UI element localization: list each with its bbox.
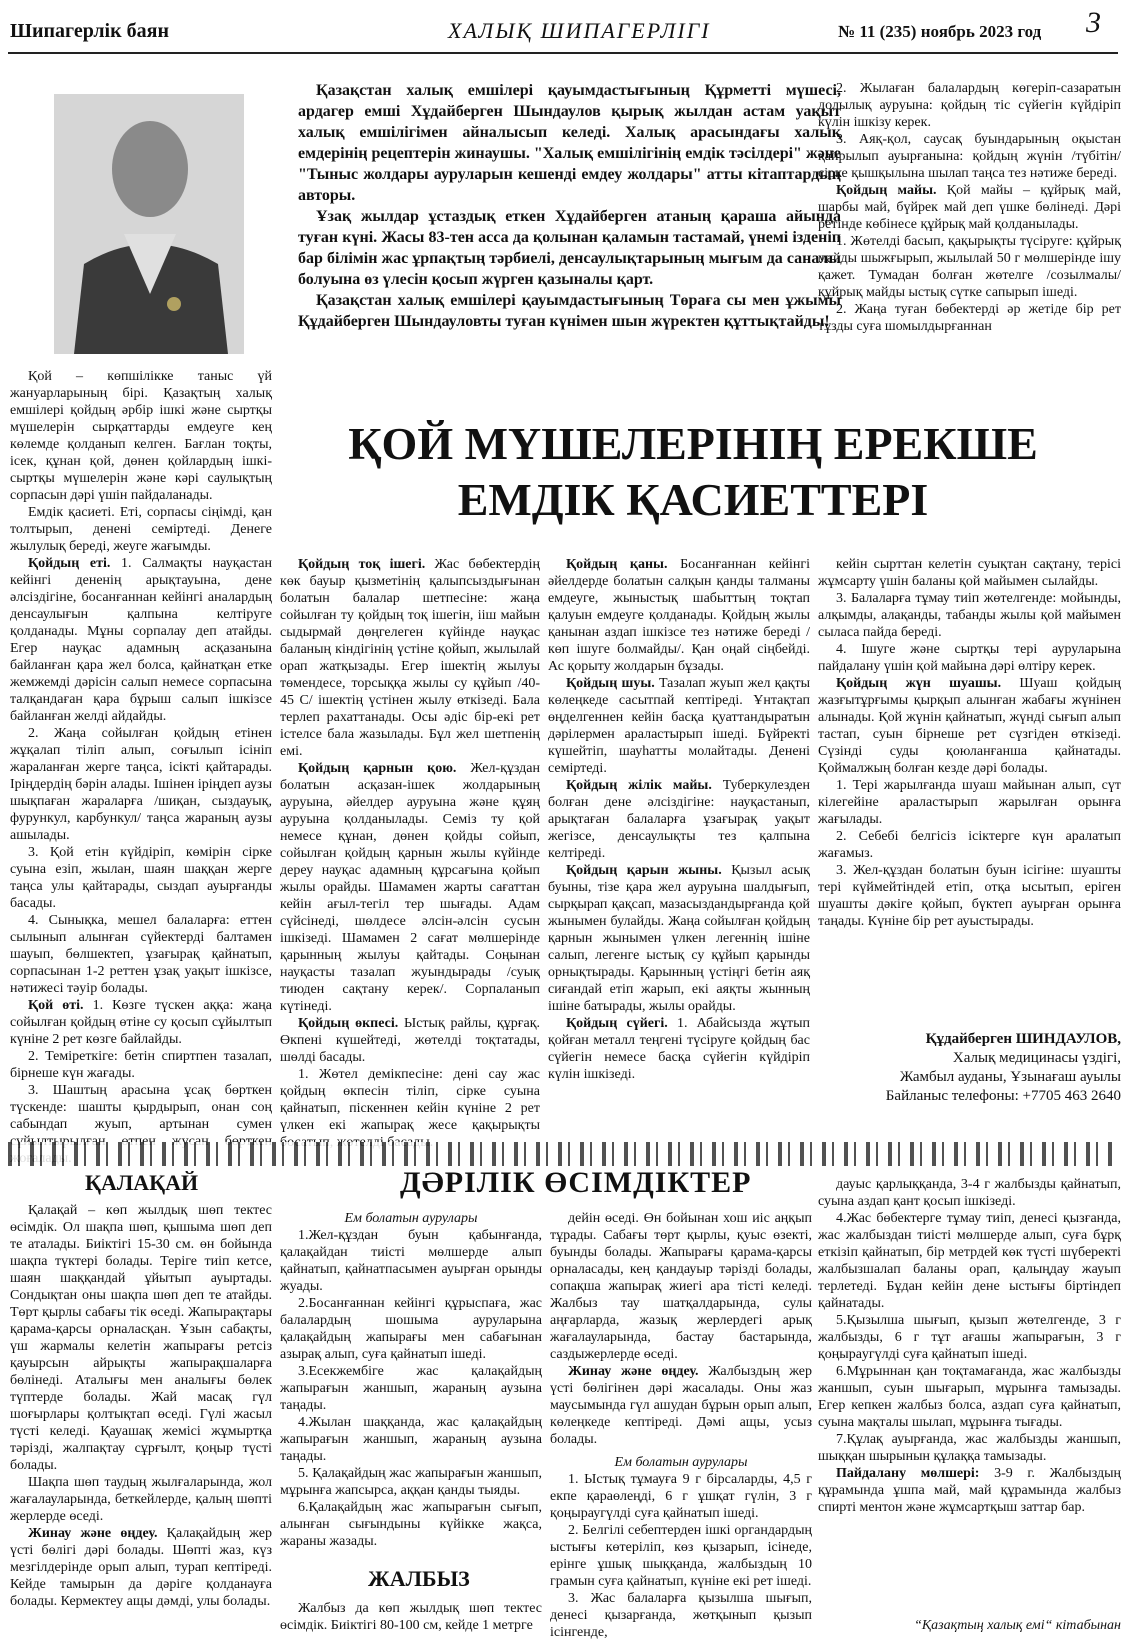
col-b-paragraph [280, 760, 540, 1015]
paragraph-lead-term: Қойдың жілік майы. [566, 778, 712, 793]
herbs-d-paragraph [818, 1210, 1121, 1312]
herbs-column-d [818, 1176, 1121, 1606]
paragraph-text: 6.Мұрыннан қан тоқтамағанда, жас жалбызды жаншып, суын шығарып, мұрынға тамызады. Егер кепкен жалбыз болса, аздап суға қайнатып, суына мақталы шылап, мұрынға тығады. [818, 1364, 1121, 1430]
paragraph-text: 3. Қой етін күйдіріп, көмірін сірке суына езіп, жылан, шаян шаққан жерге таңса улы қайтарады, сыздап ауырғанды басады. [10, 845, 272, 911]
col-d-bot-paragraph [818, 828, 1121, 862]
herbs-heading: ДӘРІЛІК ӨСІМДІКТЕР [400, 1166, 752, 1199]
paragraph-text: кейін сырттан келетін суықтан сақтану, терісі жұмсарту үшін баланы қой майымен сылайды. [818, 557, 1121, 589]
herbs-column-c [550, 1210, 812, 1644]
paragraph-lead-term: Жинау және өңдеу. [28, 1526, 158, 1541]
paragraph-text: Жел-құздан болатын асқазан-ішек жолдарының ауруына, әйелдер ауруына және құяң ауруына қолданылады. Семіз ту қой немесе құнан, дөнен қойды сойып, сойылған қойдың қарнын жылы күйінде дереу науқас адамның құрсағына қойып жылы орайды. Шамамен жарты сағаттан кейін ағыл-тегіл тер шығады. Адам сүйсінеді, шөлдесе әлсін-әлсін сусын ішкізеді. Шамамен 2 сағат мөлшерінде қарынның жылуы қайтады. Соңынан науқасты тазалап жуындырады /суық тиюден сақтану керек/. Сорпаланып күтінеді. [280, 761, 540, 1014]
col-d-top-paragraph [818, 80, 1121, 131]
col-d-bot-paragraph [818, 777, 1121, 828]
paragraph-text: 2. Жаңа сойылған қойдың етінен жұқалап тіліп алып, соғылып ісініп жараланған жерге таңса, ісікті қайтарады. Іріңдердің бәрін алады. Ішінен іріңдеп аузы шықпаған жараларға /шиқан, сыздауық, фурункул, карбункул/ таңса жараның аузы ашылады. [10, 726, 272, 843]
col-d-bot-paragraph [818, 556, 1121, 590]
col-c-paragraph [548, 675, 810, 777]
herbs-d-paragraph [818, 1465, 1121, 1516]
herbs-b-paragraph [280, 1227, 542, 1295]
herbs-d-paragraph [818, 1312, 1121, 1363]
ornament-divider [8, 1142, 1118, 1166]
paragraph-text: Шуаш қойдың жазғытұрғымы қырқып алынған жабағы жүнінен алынады. Қой жүнін қайнатып, жүнді сығып алып тастап, суын бірнеше рет сүзгіден өткізеді. Сүзінді суды қоюланғанша қайнатады. Қоймалжың болған кезде дәрі болады. [818, 676, 1121, 776]
paragraph-lead-term: Қойдың қарын жыны. [566, 863, 722, 878]
col-left-paragraph [10, 368, 272, 504]
col-b-paragraph [280, 1015, 540, 1066]
column-b [280, 556, 540, 1133]
paragraph-lead-term: Қойдың сүйегі. [566, 1016, 668, 1031]
newspaper-name: ХАЛЫҚ ШИПАГЕРЛІГІ [448, 18, 711, 43]
kalakai-paragraph [10, 1474, 272, 1525]
paragraph-lead-term: Қойдың қаны. [566, 557, 668, 572]
paragraph-text: 1. Ыстық тұмауға 9 г бірсаларды, 4,5 г екпе қараөлеңді, 6 г ұшқат гүлін, 3 г қоңыраугүлді суға қайнатып ішеді. [550, 1472, 812, 1521]
lead-p2: Ұзақ жылдар ұстаздық еткен Хұдайберген атаның қараша айында туған күні. Жасы 83-тен асса да қолынан қаламын тастамай, үнемі ізденіп бар білімін жас ұрпақтың тәрбиелі, денсаулықтарының мығым да саналы болуына өз үлесін қосып жүрген қазыналы қарт. [298, 208, 841, 288]
kalakai-paragraph [10, 1525, 272, 1610]
author-name: Құдайберген ШИНДАУЛОВ, [925, 1031, 1121, 1047]
paragraph-text: дейін өседі. Өн бойынан хош иіс аңқып тұрады. Сабағы төрт қырлы, қуыс өзекті, буынды болады. Жапырағы қарама-қарсы орналасады, кең қандауыр тәрізді болады, сопақша жапырақ жиегі ара тісті келеді. Жалбыз тау шатқалдарында, сулы аңғарларда, жазық жерлердегі арық жағалауларында, бастау бастарында, саздыжерлерде өседі. [550, 1211, 812, 1362]
paragraph-text: 3. Шаштың арасына ұсақ бөрткен түскенде: шашты қырдырып, онан соң сабындап жуып, артынан сумен [10, 1083, 272, 1132]
jalbyz-heading: ЖАЛБЫЗ [368, 1566, 470, 1591]
paragraph-lead-term: Қойдың тоқ ішегі. [298, 557, 426, 572]
paragraph-text: Жас бөбектердің көк бауыр қызметінің қалыпсыздығынан болатын балалар шетпесіне: жаңа сойылған ту қойдың тоқ ішегін, ііш майын сыдырмай дөңгелеген күйінде науқас баланың кіндігінің үстіне қойып, жылылай орап жатқызады. Егер ішектің жылуы төмендесе, торсыққа жылы су құйып /40-45 С/ ішектің үстінен жылу өткізеді. Бала терлеп рахаттанады. Осы әдіс бір-екі рет істелсе бала жазылады. Бұл жел шетпенің емі. [280, 557, 540, 759]
col-left-paragraph [10, 504, 272, 555]
paragraph-text: 3. Аяқ-қол, саусақ буындарының оқыстан қайрылып ауырғанына: қойдың жүнін /түбітін/ сірке қышқылына шылап таңса тез нәтиже береді. [818, 132, 1121, 181]
col-c-paragraph [548, 556, 810, 675]
paragraph-text: 6.Қалақайдың жас жапырағын сығып, алынған сығындыны күйікке жақса, жараны жазады. [280, 1500, 542, 1549]
kalakai-heading: ҚАЛАҚАЙ [85, 1170, 199, 1195]
paragraph-text: Қой майы – құйрық май, шарбы май, бүйрек май деп үшке бөлінеді. Дәрі ретінде көбінесе құйрық май қолданылады. [818, 183, 1121, 232]
kalakai-paragraph [10, 1202, 272, 1474]
column-d-top [818, 80, 1121, 400]
paragraph-text: дауыс қарлыққанда, 3-4 г жалбызды қайнатып, суына аздап қант қосып ішкізеді. [818, 1177, 1121, 1209]
header-rule [8, 52, 1118, 54]
lead-paragraphs [298, 80, 841, 332]
paragraph-text: 1.Жел-құздан буын қабынғанда, қалақайдан тиісті мөлшерде алып қайнатып, қайнатпасымен ауырған орынды жуады. [280, 1228, 542, 1294]
herbs-b-paragraph [280, 1295, 542, 1363]
herbs-d-paragraph [818, 1176, 1121, 1210]
herbs-b-paragraph [280, 1499, 542, 1550]
paragraph-text: Қалақай – көп жылдық шөп тектес өсімдік. Ол шақпа шөп, қышыма шөп деп те аталады. Биіктігі 15-30 см. өн бойында шақпа түктері болады. Теріге тиіп кетсе, шаян шаққандай ұйытып ауыртады. Сондықтан оны шақпа шөп деп те атайды. Төрт қырлы сабағы тік өседі. Жапырақтары қарама-қарсы орналасқан. Ұзын сабақты, үш жармалы келетін жапырағы ретсіз қауырсын айрықты жапырақшаларға бөлінеді. Аталығы мен аналығы бөлек түптерде болады. Жай масақ гүл шоғырлары қолтықтап өседі. Гүлі жасыл түсті келеді. Қауашақ жемісі жұмыртқа тәрізді, жалпақтау сұрғылт, қоңыр түсті болады. [10, 1203, 272, 1473]
paragraph-text: Тазалап жуып жел қақты көлеңкеде сасытпай кептіреді. Ұнтақтап өңделгеннен кейін басқа қуаттандыратын дәрілермен араластырып ішеді. Бүйректі күшейтіп, шауһатты молайтады. Денені семіртеді. [548, 676, 810, 776]
paragraph-text: 4. Сынықка, мешел балаларға: еттен сылынып алынған сүйектерді балтамен шауып, бөлшектеп, ұзағырақ қайнатып, сорпасынан 1-2 реттен ұзақ уақыт ішкізсе, нәтижесі тәуір болады. [10, 913, 272, 996]
col-b-paragraph [280, 1066, 540, 1151]
paragraph-text: 1. Салмақты науқастан кейінгі дененің арықтауына, дене әлсіздігіне, босанғаннан кейінгі аналардың денсаулығын қалпына келтіруге қолданады. Мұны сорпалау деп атайды. Егер науқас адамның асқазанына байланған қара жел болса, қайнатқан етке жемжемді дәрісін салып немесе сорпасына талқандаған қара бұрыш салып ішкізсе байланған желді айдайды. [10, 556, 273, 724]
col-left-paragraph [10, 555, 272, 725]
lead-p3: Қазақстан халық емшілері қауымдастығының Төраға сы мен ұжымы Құдайберген Шындауловты туған күнімен шын жүректен құттықтайды! [298, 292, 841, 330]
paragraph-text: 2. Жылаған балалардың көгеріп-сазаратын долылық ауруына: қойдың тіс сүйегін күйдіріп күлін ішкізу керек. [818, 81, 1121, 130]
col-c-paragraph [548, 1015, 810, 1083]
column-c [548, 556, 810, 1090]
paragraph-text: 2. Теміреткіге: бетін спиртпен тазалап, бірнеше күн жағады. [10, 1049, 272, 1081]
herbs-b-paragraph [280, 1465, 542, 1499]
paragraph-text: 1. Көзге түскен аққа: жаңа сойылған қойдың өтіне су қосып сұйылтып күніне 2 рет көзге байлайды. [10, 998, 272, 1047]
paragraph-text: 2.Босанғаннан кейінгі құрыспаға, жас балалардың шошыма ауруларына қалақайдың жапырағы мен сабағынан азырақ алып, суға қайнатып ішеді. [280, 1296, 542, 1362]
paragraph-text: 4.Жас бөбектерге тұмау тиіп, денесі қызғанда, жас жалбыздан тиісті мөлшерде алып, суға бұрқ еткізіп қайнатып, бір метрдей көк түсті шүберекті жалбызшалап баланы орап, қалыңдау жауып терлетеді. Бұдан кейін дене ыстығы біртіндеп қайнатады. [818, 1211, 1121, 1311]
kalakai-column [10, 1202, 272, 1642]
col-d-top-paragraph [818, 301, 1121, 335]
paragraph-text: 3. Балаларға тұмау тиіп жөтелгенде: мойынды, алқымды, алақанды, табанды жылы қой майымен сыласа пайда береді. [818, 591, 1121, 640]
jalbyz-intro-text: Жалбыз да көп жылдық шөп тектес өсімдік. Биіктігі 80-100 см, кейде 1 метрге [280, 1601, 542, 1633]
article-headline: ҚОЙ МҮШЕЛЕРІНІҢ ЕРЕКШЕ ЕМДІК ҚАСИЕТТЕРІ [348, 418, 1038, 525]
paragraph-text: Қызыл асық буыны, тізе қара жел ауруына шалдығып, сырқырап қақсап, мазасыздандырғанда қой жынымен булайды. Жаңа сойылған қойдың қарнын жынымен үлкен легеннің ішіне салып, легенге ыстық су құйып қарынды орнықтырады. Қарынның үстіңгі бетін аяқ сиғандай етіп жарып, екі аяқты жынның ішіне батырады, жылы орайды. [548, 863, 810, 1014]
paragraph-text: Шақпа шөп таудың жылғаларында, жол жағалауларында, беткейлерде, қалың шөпті жерлерде өседі. [10, 1475, 272, 1524]
col-c-paragraph [548, 862, 810, 1015]
herbs-c-paragraph [550, 1210, 812, 1363]
paragraph-text: Қой – көпшілікке таныс үй жануарларының бірі. Қазақтың халық емшілері қойдың әрбір ішкі және сыртқы мүшелерін сырқаттарды емдеуге кең көлемде қолданып келген. Бағлан тоқты, ісек, құнан қой, дөнен қойлардың ішкі-сыртқы мүшелерін және кәрі саулықтың сорпасын дәрі үшін пайдаланады. [10, 369, 272, 503]
herbs-c2-paragraph [550, 1522, 812, 1590]
herbs-b-paragraph [280, 1363, 542, 1414]
col-left-paragraph [10, 912, 272, 997]
paragraph-lead-term: Пайдалану мөлшері: [836, 1466, 980, 1481]
paragraph-text: 3. Жел-құздан болатын буын ісігіне: шуашты тері күймейтіндей етіп, отқа ысытып, еріген шуашты дәкіге қойып, бүктеп ауырған орынға таңады. Күніне бір рет ауыстырады. [818, 863, 1121, 929]
paragraph-text: 7.Құлақ ауырғанда, жас жалбызды жаншып, шыққан шырынын құлаққа тамызады. [818, 1432, 1121, 1464]
herbs-c2-paragraph [550, 1590, 812, 1641]
issue-info: № 11 (235) ноябрь 2023 год [838, 22, 1042, 41]
col-d-bot-paragraph [818, 590, 1121, 641]
paragraph-lead-term: Қойдың шуы. [566, 676, 655, 691]
herbs-d-paragraph [818, 1363, 1121, 1431]
paragraph-text: 1. Абайсызда жұтып қойған металл теңгені түсіруге қойдың бас сүйегін немесе басқа сүйегін күйдіріп күлін ішкізеді. [548, 1016, 810, 1082]
paragraph-text: Қалақайдың жер үсті бөлігі дәрі болады. Шөпті жаз, күз мезгілдерінде орып алып, турап кептіреді. Кейде тамырын да дәріге қолданауға болады. Кермектеу ащы дәмді, улы болады. [10, 1526, 272, 1609]
herbs-b-paragraph [280, 1414, 542, 1465]
column-left [10, 368, 273, 1132]
col-left-paragraph [10, 725, 272, 844]
paragraph-text: 1. Жөтелді басып, қақырықты түсіруге: құйрық майды шыжғырып, жылылай 50 г мөлшерінде ішу қажет. Тумадан болған жөтелге /созылмалы/ құйрық майды ыстық сүтке сапырып ішеді. [818, 234, 1121, 300]
col-d-bot-paragraph [818, 862, 1121, 930]
col-d-top-paragraph [818, 131, 1121, 182]
paragraph-text: 2. Жаңа туған бөбектерді әр жетіде бір рет тұзды суға шомылдырғаннан [818, 302, 1121, 334]
paragraph-text: Емдік қасиеті. Еті, сорпасы сіңімді, қан толтырып, денені семіртеді. Денеге жылулық береді, жеуге жағымды. [10, 505, 272, 554]
paragraph-text: Туберкулезден болған дене әлсіздігіне: науқастанып, арықтаған балаларға ұзағырақ уақыт жегізсе, денсаулықты тез қалпына келтіреді. [548, 778, 810, 861]
herbs-b-subheading: Ем болатын аурулары [344, 1211, 478, 1226]
paragraph-lead-term: Жинау және өңдеу. [568, 1364, 699, 1379]
paragraph-text: 1. Тері жарылғанда шуаш майынан алып, сүт кілегейіне араластырып жарылған орынға жағылады. [818, 778, 1121, 827]
paragraph-text: 5.Қызылша шығып, қызып жөтелгенде, 3 г жалбызды, 6 г тұт ағашы жапырағын, 3 г қоңырaугүлді суға қайнатып ішеді. [818, 1313, 1121, 1362]
herbs-c-paragraph [550, 1363, 812, 1448]
col-b-paragraph [280, 556, 540, 760]
paragraph-text: 3-9 г. Жалбыздың құрамында ұшпа май, май құрамында жалбыз спирті ментон және жұмсартқыш заттар бар. [818, 1466, 1122, 1515]
col-d-bot-paragraph [818, 641, 1121, 675]
page-number: 3 [1086, 6, 1101, 39]
paragraph-text: 3. Жас балаларға қызылша шығып, денесі қызарғанда, жөтқынып қызып ісінгенде, [550, 1591, 812, 1640]
paragraph-text: 3.Есекжембіге жас қалақайдың жапырағын жаншып, жараның аузына таңады. [280, 1364, 542, 1413]
col-d-top-paragraph [818, 233, 1121, 301]
paragraph-text: Ыстық райлы, құрғақ. Өкпені күшейтеді, жөтелді тоқтатады, шөлді басады. [280, 1016, 540, 1065]
lead-p1: Қазақстан халық емшілері қауымдастығының Құрметті мүшесі, ардагер емші Хұдайберген Шындаулов қырық жылдан астам уақыт халық емшілігімен айналысып келеді. Халық арасындағы халық емдерінің рецептерін жинаушы. "Халық емшілігінің емдік тәсілдері" және "Тыныс жолдары ауруларын кешенді емдеу жолдары" атты кітаптардың авторы. [298, 82, 841, 204]
paragraph-lead-term: Қойдың еті. [28, 556, 111, 571]
column-d-bottom [818, 556, 1121, 1020]
jalbyz-intro [280, 1600, 542, 1644]
author-place: Жамбыл ауданы, Ұзынағаш ауылы [899, 1069, 1121, 1085]
paragraph-text: 2. Себебі белгісіз ісіктерге күн аралатып жағамыз. [818, 829, 1121, 861]
author-phone: Байланыс телефоны: +7705 463 2640 [885, 1088, 1121, 1104]
paragraph-lead-term: Қойдың өкпесі. [298, 1016, 399, 1031]
paragraph-text: 2. Белгілі себептерден ішкі органдардың ыстығы көтеріліп, көз қызарып, ісінеде, ерінге ұшық шыққанда, жалбыздың 10 грамын суға қайнатып, күніне екі рет ішеді. [550, 1523, 812, 1589]
herbs-d-paragraph [818, 1431, 1121, 1465]
herbs-column-b [280, 1210, 542, 1560]
paragraph-text: Жалбыздың жер үсті бөлігінен дәрі жасалады. Оны жаз маусымында гүл ашудан бұрын орып алып, көлеңкеде кептіреді. Дәмі ащы, усыз болады. [550, 1364, 812, 1447]
col-c-paragraph [548, 777, 810, 862]
paragraph-lead-term: Қойдың жүн шуашы. [836, 676, 1002, 691]
herbs-c-subheading: Ем болатын аурулары [614, 1455, 748, 1470]
paragraph-text: Босанғаннан кейінгі әйелдерде болатын салқын қанды талманы емдеуге, жыныстық шабыттың тоқтап қалуын емдеуге қолданады. Қойдың жылы қанынан аздап ішкізсе тез нәтиже береді /көп ішуге болмайды/. Қан оңай сіңбейді. Ас қорыту жолдарын бұзады. [548, 557, 810, 674]
paragraph-text: 5. Қалақайдың жас жапырағын жаншып, мұрынға жапсырса, аққан қанды тыяды. [280, 1466, 542, 1498]
author-role: Халық медицинасы үздігі, [952, 1050, 1121, 1066]
paragraph-text: 4.Жылан шаққанда, жас қалақайдың жапырағын жаншып, жараның аузына таңады. [280, 1415, 542, 1464]
section-title: Шипагерлік баян [10, 20, 169, 42]
paragraph-lead-term: Қойдың майы. [836, 183, 937, 198]
portrait-photo [54, 94, 244, 354]
col-left-paragraph [10, 997, 272, 1048]
paragraph-text: 4. Ішуге және сыртқы тері ауруларына пайдалану үшін қой майына дәрі өлтіру керек. [818, 642, 1121, 674]
paragraph-text: 1. Жөтел демікпесіне: дені сау жас қойдың өкпесін тіліп, сірке суына қайнатып, піскеннен кейін күніне 2 рет үлкен екі жапырақ жесе қақырықты [280, 1067, 540, 1133]
source-note: “Қазақтың халық емі“ кітабынан [914, 1618, 1121, 1633]
col-left-paragraph [10, 844, 272, 912]
col-left-paragraph [10, 1048, 272, 1082]
paragraph-lead-term: Қой өті. [28, 998, 84, 1013]
col-d-top-paragraph [818, 182, 1121, 233]
author-signature [856, 1030, 1121, 1106]
herbs-c2-paragraph [550, 1471, 812, 1522]
paragraph-lead-term: Қойдың қарнын қою. [298, 761, 457, 776]
col-d-bot-paragraph [818, 675, 1121, 777]
